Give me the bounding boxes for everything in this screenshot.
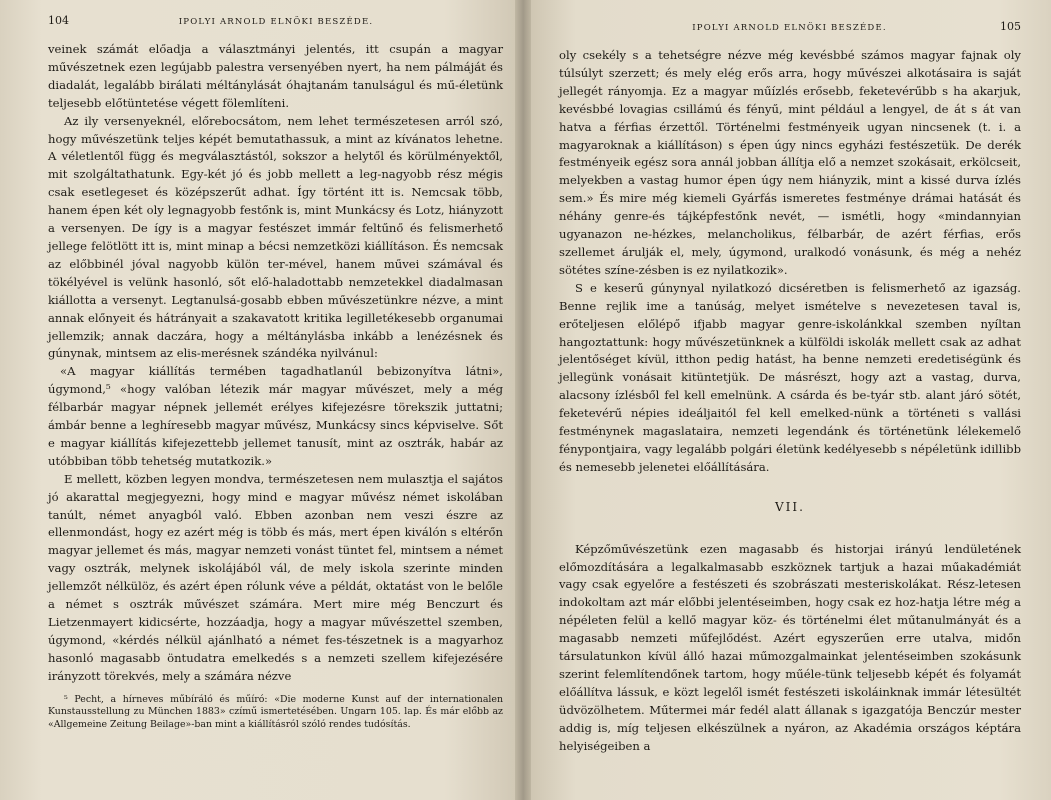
left-page-number: 104 xyxy=(48,14,69,27)
paragraph: oly csekély s a tehetségre nézve még kevésbbé számos magyar fajnak oly túlsúlyt szerzett; és mely elég erős arra, hogy művészei alkotásaira is saját jellegét rányomja. Ez a magyar műízlés erősebb, feketevérűbb s ha akarjuk, kevésbbé lovagias csillámú és fényű, mint például a lengyel, de át s át van hatva a férfias érzettől. Történelmi festményeik ugyan nincsenek (t. i. a magyaroknak a kiállításon) s épen úgy nincs egyházi festészetük. De derék festményeik egész sora annál jobban állítja elő a nemzet szokásait, erkölcseit, melyekben a vastag humor épen úgy nem hiányzik, mint a kissé durva ízlés sem.» És mire még kiemeli Gyárfás ismeretes festménye drámai hatását és néhány genre-és tájképfestőnk nevét, — ismétli, hogy «mindannyian ugyanazon ne-hézkes, melancholikus, félbarbár, de azért férfias, erős szellemet árulják el, mely, úgymond, uralkodó vonásunk, és még a nehéz sötétes színe-zésben is ez nyilatkozik». xyxy=(559,48,1021,277)
left-page xyxy=(0,0,523,800)
right-page xyxy=(523,0,1051,800)
section-title: VII. xyxy=(775,499,805,514)
paragraph: S e keserű gúnynyal nyilatkozó dicséretben is felismerhető az igazság. Benne rejlik ime a tanúság, melyet ismételve s nevezetesen taval is, erőteljesen előlépő ifjabb magyar genre-iskolánkkal szemben nyíltan hangoztattunk: hogy művészetünknek a külföldi iskolák mellett csak az adhat jelentőséget kívül, itthon pedig hatást, ha benne nemzeti eredetiségünk és jellegünk vonásait kitüntetjük. De másrészt, hogy azt a vastag, durva, alacsony ízlésből fel kell emelnünk. A csárda és be-tyár stb. alant járó sötét, feketevérű népies ideáljaitól fel kell emelked-nünk a történeti s vallási festménynek magaslataira, nemzeti legendánk és történetünk lélekemelő fénypontjaira, vagy legalább polgári életünk kedélyesebb s népéletünk idillibb és nemesebb jelenetei előállítására. xyxy=(559,280,1021,474)
book-gutter xyxy=(515,0,531,800)
paragraph: Az ily versenyeknél, előrebocsátom, nem lehet természetesen arról szó, hogy művészetünk teljes képét bemutathassuk, a mint az kívánatos lehetne. A véletlentől függ és megválasztástól, sokszor a helytől és körülményektől, mit szolgáltathatunk. Egy-két jó és jobb mellett a leg-nagyobb rész mégis csak esetlegeset és középszerűt adhat. Így történt itt is. Nemcsak több, hanem épen két oly legnagyobb festőnk is, mint Munkácsy és Lotz, hiányzott a versenyen. De így is a magyar festészet immár feltűnő és felismerhető jellege felötlött itt is, mint minap a bécsi nemzetközi kiállításon. És nemcsak az előbbinél jóval nagyobb külön ter-mével, hanem művei számával és tökélyével is velünk hasonló, sőt elő-haladottabb nemzetekkel diadalmasan kiállotta a versenyt. Legtanulsá-gosabb ebben művészetünkre nézve, a mint annak előnyeit és hátrányait a szakavatott kritika legilletékesebb organumai jellemzik; annak daczára, hogy a méltánylásba inkább a lenézésnek és gúnynak, mintsem az elis-merésnek szándéka nyilvánul: xyxy=(48,113,503,361)
left-running-head: IPOLYI ARNOLD ELNÖKI BESZÉDE. xyxy=(178,17,374,27)
paragraph: Képzőművészetünk ezen magasabb és historjai irányú lendületének előmozdítására a legalkalmasabb eszköznek tartjuk a hazai műakadémiát vagy csak egyelőre a festészeti és szobrászati mesteriskolákat. Rész-letesen indokoltam azt már előbbi jelentéseimben, hogy csak ez hoz-hatja létre még a népéleten felül a kellő magyar köz- és történelmi élet műtanulmányát és a magasabb nemzeti műfejlődést. Azért egyszerűen erre utalva, midőn társulatunkon kívül álló hazai műmozgalmainkat jelentéseimben szokásunk szerint felemlítendőnek tartom, hogy műéle-tünk teljesebb képét és folyamát előállítva lássuk, e közt legelől ismét festészeti iskoláinknak immár létesültét üdvözölhetem. Műtermei már fedél alatt állanak s igazgatója Benczúr mester addig is, míg teljesen elkészülnek a nyáron, az Akadémia országos képtára helyiségeiben a xyxy=(559,541,1021,753)
right-page-header xyxy=(559,20,1021,33)
left-page-body xyxy=(48,41,503,686)
right-page-number: 105 xyxy=(1000,20,1021,33)
right-running-head: IPOLYI ARNOLD ELNÖKI BESZÉDE. xyxy=(692,23,887,33)
footnote-text: ⁵ Pecht, a hírneves műbíráló és műíró: «Die moderne Kunst auf der internationalen Kunstausstellung zu München 1883» czímű ismertetésében. Ungarn 105. lap. És már előbb az «Allgemeine Zeitung Beilage»-ban mint a kiállításról szóló rendes tudósítás. xyxy=(48,693,503,730)
right-page-body xyxy=(559,47,1021,756)
paragraph: E mellett, közben legyen mondva, természetesen nem mulasztja el sajátos jó akarattal megjegyezni, hogy mind e magyar művész német iskolában tanúlt, német anyagból való. Ebben azonban nem veszi észre az ellenmondást, hogy ez azért még is több és más, mert épen kiválón s eltérőn magyar jellemet és más, magyar nemzeti vonást tüntet fel, mintsem a német vagy osztrák, melynek iskolájából vál, de mely iskola szerinte minden jellemzőt nélkülöz, és azért épen rólunk véve a példát, oktatást von le belőle a német s osztrák művészet számára. Mert mire még Benczurt és Lietzenmayert kidicsérte, hozzáadja, hogy a magyar művészettel szemben, úgymond, «kérdés nélkül ajánlható a német fes-tészetnek is a magyarhoz hasonló magasabb öntudatra emelkedés s a nemzeti szellem kifejezésére irányzott törekvés, mely a számára nézve xyxy=(48,471,503,683)
left-page-header xyxy=(48,14,503,27)
paragraph: veinek számát előadja a választmányi jelentés, itt csupán a magyar művészetnek ezen legújabb palestra versenyében nyert, ha nem pálmáját és diadalát, legalább birálati méltánylását óhajtanám tanulságul és mű-életünk teljesebb előtüntetése végett fölemlíteni. xyxy=(48,42,503,110)
quotation-paragraph: «A magyar kiállítás termében tagadhatlanúl bebizonyítva látni», úgymond,⁵ «hogy valóban létezik már magyar művészet, mely a még félbarbár magyar népnek jellemét erélyes kifejezésre törekszik juttatni; ámbár benne a leghíresebb magyar művész, Munkácsy sincs képviselve. Sőt e magyar kiállítás kifejezettebb jellemet tanusít, mint az osztrák, habár az utóbbiban több tehetség mutatkozik.» xyxy=(48,364,503,468)
footnote xyxy=(48,694,503,732)
